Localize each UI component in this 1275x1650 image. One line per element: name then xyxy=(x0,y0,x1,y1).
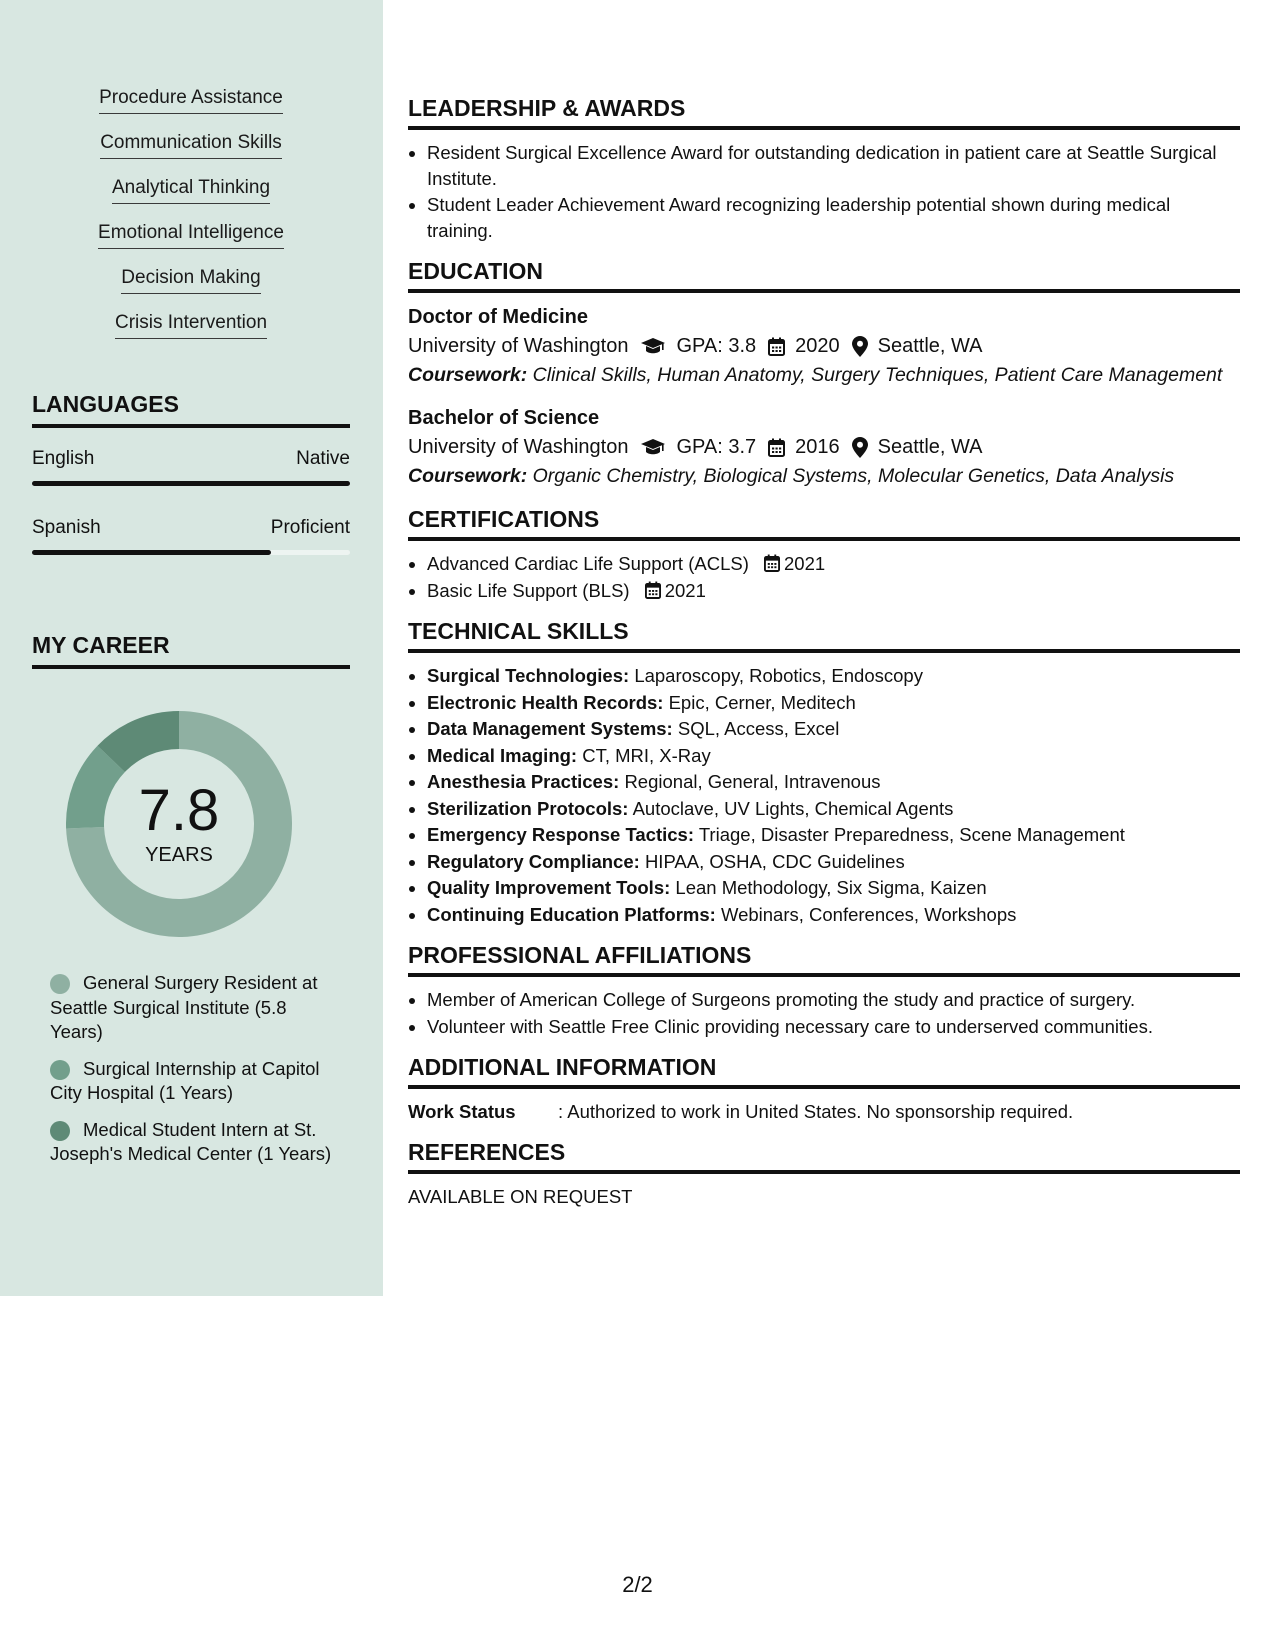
list-item: • Member of American College of Surgeons promoting the study and practice of surgery. xyxy=(427,987,1240,1013)
language-bar-fill xyxy=(32,550,271,555)
calendar-icon xyxy=(768,438,785,457)
skill-item: Emotional Intelligence xyxy=(32,221,350,266)
main-content xyxy=(408,94,1240,1209)
location: Seattle, WA xyxy=(877,335,983,357)
location: Seattle, WA xyxy=(877,436,983,458)
career-item: Surgical Internship at Capitol City Hospital (1 Years) xyxy=(50,1057,320,1103)
list-item: • Emergency Response Tactics: Triage, Disaster Preparedness, Scene Management xyxy=(427,822,1240,848)
work-status-label: Work Status xyxy=(408,1101,516,1122)
certifications-list xyxy=(408,551,1240,603)
list-item: • Anesthesia Practices: Regional, General, Intravenous xyxy=(427,769,1240,795)
work-status-row xyxy=(408,1099,1240,1124)
list-item: • Electronic Health Records: Epic, Cerner, Meditech xyxy=(427,690,1240,716)
language-bar xyxy=(32,481,350,486)
language-level: Native xyxy=(296,448,350,469)
calendar-icon xyxy=(645,581,661,599)
skill-item: Communication Skills xyxy=(32,131,350,176)
year: 2020 xyxy=(795,335,840,357)
skill-item: Analytical Thinking xyxy=(32,176,350,221)
leadership-heading: LEADERSHIP & AWARDS xyxy=(408,94,1240,130)
degree: Doctor of Medicine xyxy=(408,306,589,328)
coursework-label: Coursework: xyxy=(408,465,528,487)
list-item: • Basic Life Support (BLS) 2021 xyxy=(427,578,1240,604)
sidebar xyxy=(0,0,383,1296)
language-bar xyxy=(32,550,350,555)
list-item: • Quality Improvement Tools: Lean Methodology, Six Sigma, Kaizen xyxy=(427,875,1240,901)
language-name: English xyxy=(32,448,95,469)
list-item: • Resident Surgical Excellence Award for outstanding dedication in patient care at Seattle Surgical Institute. xyxy=(427,140,1240,191)
skill-item: Decision Making xyxy=(32,266,350,311)
skill-item: Crisis Intervention xyxy=(32,311,350,356)
list-item: • Student Leader Achievement Award recognizing leadership potential shown during medical training. xyxy=(427,192,1240,243)
degree: Bachelor of Science xyxy=(408,407,600,429)
list-item: • Sterilization Protocols: Autoclave, UV Lights, Chemical Agents xyxy=(427,796,1240,822)
work-status-value: : Authorized to work in United States. No sponsorship required. xyxy=(558,1101,1074,1122)
skill-item: Procedure Assistance xyxy=(32,86,350,131)
graduation-cap-icon xyxy=(640,337,666,355)
education-details xyxy=(408,432,1240,462)
coursework xyxy=(408,464,1240,489)
references-text: AVAILABLE ON REQUEST xyxy=(408,1186,633,1207)
career-item: General Surgery Resident at Seattle Surgical Institute (5.8 Years) xyxy=(50,972,318,1042)
school: University of Washington xyxy=(408,335,629,357)
coursework-text: Clinical Skills, Human Anatomy, Surgery Techniques, Patient Care Management xyxy=(532,364,1223,386)
gpa: GPA: 3.7 xyxy=(676,436,757,458)
list-item: • Regulatory Compliance: HIPAA, OSHA, CDC Guidelines xyxy=(427,849,1240,875)
list-item: • Surgical Technologies: Laparoscopy, Robotics, Endoscopy xyxy=(427,663,1240,689)
additional-info-heading: ADDITIONAL INFORMATION xyxy=(408,1053,1240,1089)
location-pin-icon xyxy=(852,336,868,357)
technical-skills-heading: TECHNICAL SKILLS xyxy=(408,617,1240,653)
year: 2016 xyxy=(795,436,840,458)
career-item: Medical Student Intern at St. Joseph's Medical Center (1 Years) xyxy=(50,1118,332,1164)
career-total-value: 7.8 xyxy=(138,778,220,843)
skills-list xyxy=(32,86,350,356)
legend-dot xyxy=(50,1060,70,1080)
list-item: • Continuing Education Platforms: Webinars, Conferences, Workshops xyxy=(427,902,1240,928)
gpa: GPA: 3.8 xyxy=(676,335,757,357)
education-entry xyxy=(408,303,1240,388)
certification-year: 2021 xyxy=(664,579,706,601)
education-entry xyxy=(408,404,1240,489)
coursework-label: Coursework: xyxy=(408,364,528,386)
languages-heading: LANGUAGES xyxy=(32,390,350,428)
list-item: • Advanced Cardiac Life Support (ACLS) 2021 xyxy=(427,551,1240,577)
list-item: • Volunteer with Seattle Free Clinic providing necessary care to underserved communities. xyxy=(427,1014,1240,1040)
calendar-icon xyxy=(768,337,785,356)
legend-dot xyxy=(50,974,70,994)
education-heading: EDUCATION xyxy=(408,257,1240,293)
certifications-heading: CERTIFICATIONS xyxy=(408,505,1240,541)
legend-dot xyxy=(50,1121,70,1141)
language-bar-fill xyxy=(32,481,350,486)
page-number: 2/2 xyxy=(622,1572,653,1597)
list-item: • Data Management Systems: SQL, Access, Excel xyxy=(427,716,1240,742)
education-details xyxy=(408,331,1240,361)
graduation-cap-icon xyxy=(640,438,666,456)
list-item: • Medical Imaging: CT, MRI, X-Ray xyxy=(427,743,1240,769)
calendar-icon xyxy=(764,554,780,572)
references-heading: REFERENCES xyxy=(408,1138,1240,1174)
certification-year: 2021 xyxy=(784,553,826,574)
affiliations-list xyxy=(408,987,1240,1039)
technical-skills-list xyxy=(408,663,1240,927)
language-level: Proficient xyxy=(270,517,350,538)
location-pin-icon xyxy=(852,437,868,458)
coursework-text: Organic Chemistry, Biological Systems, Molecular Genetics, Data Analysis xyxy=(532,465,1175,487)
coursework xyxy=(408,363,1240,388)
school: University of Washington xyxy=(408,436,629,458)
career-legend xyxy=(50,971,335,1179)
career-heading: MY CAREER xyxy=(32,631,350,669)
leadership-list xyxy=(408,140,1240,243)
language-name: Spanish xyxy=(32,517,101,538)
career-total-unit: YEARS xyxy=(145,844,213,866)
affiliations-heading: PROFESSIONAL AFFILIATIONS xyxy=(408,941,1240,977)
